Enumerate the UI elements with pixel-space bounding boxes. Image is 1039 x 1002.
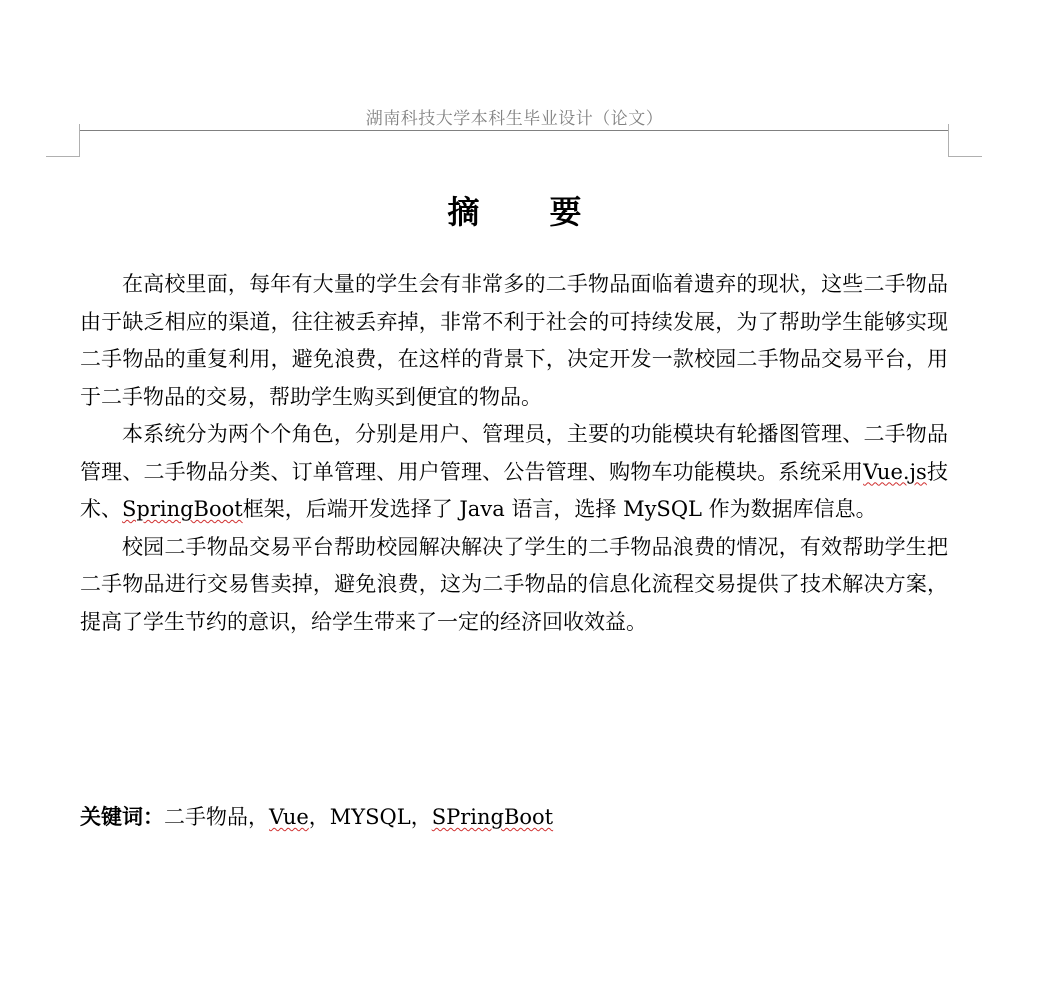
paragraph	[80, 529, 948, 642]
spellcheck-flagged-word: SpringBoot	[122, 497, 243, 521]
text-run: 技术、	[80, 459, 949, 521]
paragraph	[80, 416, 948, 529]
keyword-separator: ，	[248, 805, 269, 829]
text-run: 本系统分为两个个角色，分别是用户、管理员，主要的功能模块有轮播图管理、二手物品管理、二手物品分类、订单管理、用户管理、公告管理、购物车功能模块。系统采用	[80, 422, 948, 484]
margin-mark-right-horizontal	[948, 156, 982, 157]
header-rule	[80, 130, 948, 131]
abstract-body	[80, 266, 948, 641]
abstract-title: 摘要	[447, 193, 652, 232]
keyword: SPringBoot	[431, 805, 554, 829]
spellcheck-flagged-word: Vue.js	[863, 459, 927, 484]
keyword: Vue	[269, 805, 309, 829]
keyword: MYSQL	[329, 805, 411, 829]
keyword-separator: ，	[410, 805, 432, 829]
keywords-label: 关键词：	[80, 804, 164, 829]
keyword-separator: ，	[308, 805, 330, 829]
keywords-line	[80, 798, 948, 836]
paragraph	[80, 266, 948, 416]
text-run: 校园二手物品交易平台帮助校园解决解决了学生的二手物品浪费的情况，有效帮助学生把二手物品进行交易售卖掉，避免浪费，这为二手物品的信息化流程交易提供了技术解决方案，提高了学生节约的意识，给学生带来了一定的经济回收效益。	[80, 534, 948, 634]
running-header: 湖南科技大学本科生毕业设计（论文）	[365, 109, 664, 129]
margin-mark-left-horizontal	[46, 156, 80, 157]
text-run: 框架，后端开发选择了 Java 语言，选择 MySQL 作为数据库信息。	[242, 497, 877, 521]
keywords-list	[164, 805, 553, 829]
margin-mark-left	[79, 124, 80, 157]
keyword: 二手物品	[164, 805, 248, 829]
margin-mark-right	[948, 124, 949, 157]
text-run: 在高校里面，每年有大量的学生会有非常多的二手物品面临着遗弃的现状，这些二手物品由于缺乏相应的渠道，往往被丢弃掉，非常不利于社会的可持续发展，为了帮助学生能够实现二手物品的重复利用，避免浪费，在这样的背景下，决定开发一款校园二手物品交易平台，用于二手物品的交易，帮助学生购买到便宜的物品。	[80, 272, 948, 409]
